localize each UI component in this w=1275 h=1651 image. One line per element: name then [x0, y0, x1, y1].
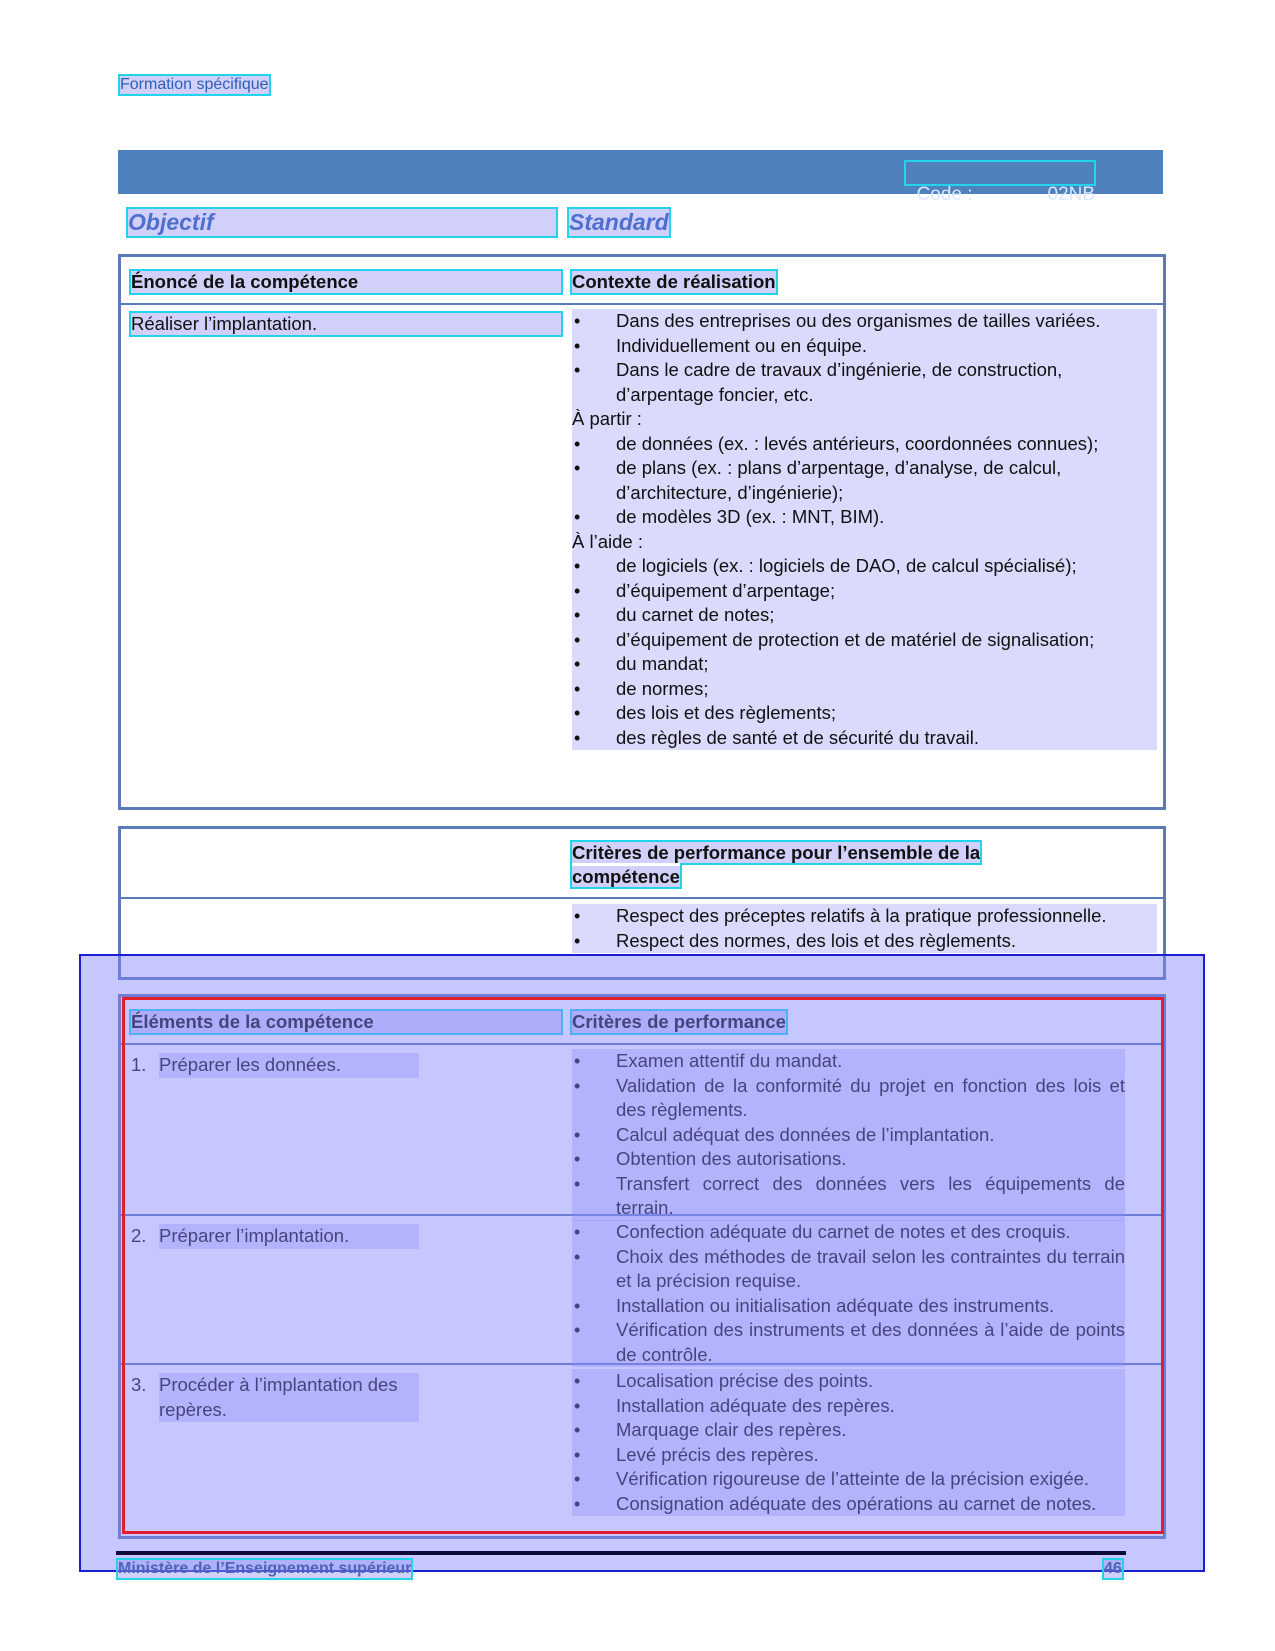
- contexte-item: • du mandat;: [572, 652, 1157, 677]
- critere-item: • Localisation précise des points.: [572, 1369, 1125, 1394]
- contexte-item: • de modèles 3D (ex. : MNT, BIM).: [572, 505, 1157, 530]
- contexte-item: • de plans (ex. : plans d’arpentage, d’analyse, de calcul, d’architecture, d’ingénierie);: [572, 456, 1157, 505]
- standard-title: Standard: [569, 209, 669, 235]
- critere-item: • Validation de la conformité du projet en fonction des lois et des règlements.: [572, 1074, 1125, 1123]
- contexte-subheading: À l’aide :: [572, 530, 1157, 555]
- element-text: Préparer les données.: [159, 1053, 419, 1078]
- critere-item: • Confection adéquate du carnet de notes et des croquis.: [572, 1220, 1125, 1245]
- critere-item: • Examen attentif du mandat.: [572, 1049, 1125, 1074]
- contexte-item: • de données (ex. : levés antérieurs, coordonnées connues);: [572, 432, 1157, 457]
- critere-item: • Choix des méthodes de travail selon les contraintes du terrain et la précision requise.: [572, 1245, 1125, 1294]
- code-label: [906, 162, 1096, 205]
- contexte-item: • du carnet de notes;: [572, 603, 1157, 628]
- criteres-ensemble-item: • Respect des préceptes relatifs à la pratique professionnelle.: [572, 904, 1157, 929]
- contexte-item: • Dans le cadre de travaux d’ingénierie, de construction, d’arpentage foncier, etc.: [572, 358, 1157, 407]
- critere-item: • Marquage clair des repères.: [572, 1418, 1125, 1443]
- contexte-item: • des lois et des règlements;: [572, 701, 1157, 726]
- contexte-item: • d’équipement d’arpentage;: [572, 579, 1157, 604]
- criteres-ensemble-item: • Respect des normes, des lois et des règlements.: [572, 929, 1157, 954]
- page-number: 46: [1104, 1560, 1122, 1577]
- critere-item: • Consignation adéquate des opérations au carnet de notes.: [572, 1492, 1125, 1517]
- contexte-list: [572, 309, 1157, 750]
- elements-header: Éléments de la compétence: [131, 1011, 561, 1033]
- footer-ministry: Ministère de l’Enseignement supérieur: [118, 1560, 412, 1577]
- element-text: Préparer l’implantation.: [159, 1224, 419, 1249]
- criteres-ensemble-header: Critères de performance pour l’ensemble de la compétence: [572, 842, 981, 887]
- contexte-item: • de logiciels (ex. : logiciels de DAO, de calcul spécialisé);: [572, 554, 1157, 579]
- element-number: 1.: [131, 1054, 147, 1075]
- criteres-ensemble-list: [572, 904, 1157, 953]
- element-number: 3.: [131, 1374, 147, 1395]
- critere-item: • Installation ou initialisation adéquate des instruments.: [572, 1294, 1125, 1319]
- competence-table: [118, 254, 1166, 810]
- element-text: Procéder à l’implantation des repères.: [159, 1373, 419, 1422]
- criteres-header: Critères de performance: [572, 1011, 786, 1032]
- critere-item: • Levé précis des repères.: [572, 1443, 1125, 1468]
- contexte-item: • Dans des entreprises ou des organismes de tailles variées.: [572, 309, 1157, 334]
- contexte-item: • des règles de santé et de sécurité du travail.: [572, 726, 1157, 751]
- code-value: 02NB: [1047, 184, 1096, 205]
- running-header: Formation spécifique: [120, 76, 269, 93]
- contexte-item: • de normes;: [572, 677, 1157, 702]
- critere-item: • Obtention des autorisations.: [572, 1147, 1125, 1172]
- element-number: 2.: [131, 1225, 147, 1246]
- critere-item: • Calcul adéquat des données de l’implantation.: [572, 1123, 1125, 1148]
- contexte-item: • d’équipement de protection et de matériel de signalisation;: [572, 628, 1157, 653]
- footer-rule: [116, 1551, 1126, 1555]
- critere-item: • Transfert correct des données vers les équipements de terrain.: [572, 1172, 1125, 1221]
- contexte-subheading: À partir :: [572, 407, 1157, 432]
- code-label-text: Code :: [916, 184, 973, 205]
- contexte-item: • Individuellement ou en équipe.: [572, 334, 1157, 359]
- focus-highlight: [122, 997, 1164, 1534]
- enonce-header: Énoncé de la compétence: [131, 271, 561, 293]
- critere-item: • Installation adéquate des repères.: [572, 1394, 1125, 1419]
- objectif-title: Objectif: [128, 209, 556, 236]
- critere-item: • Vérification rigoureuse de l’atteinte de la précision exigée.: [572, 1467, 1125, 1492]
- contexte-header: Contexte de réalisation: [572, 271, 776, 292]
- enonce-text: Réaliser l’implantation.: [131, 313, 561, 335]
- critere-item: • Vérification des instruments et des données à l’aide de points de contrôle.: [572, 1318, 1125, 1367]
